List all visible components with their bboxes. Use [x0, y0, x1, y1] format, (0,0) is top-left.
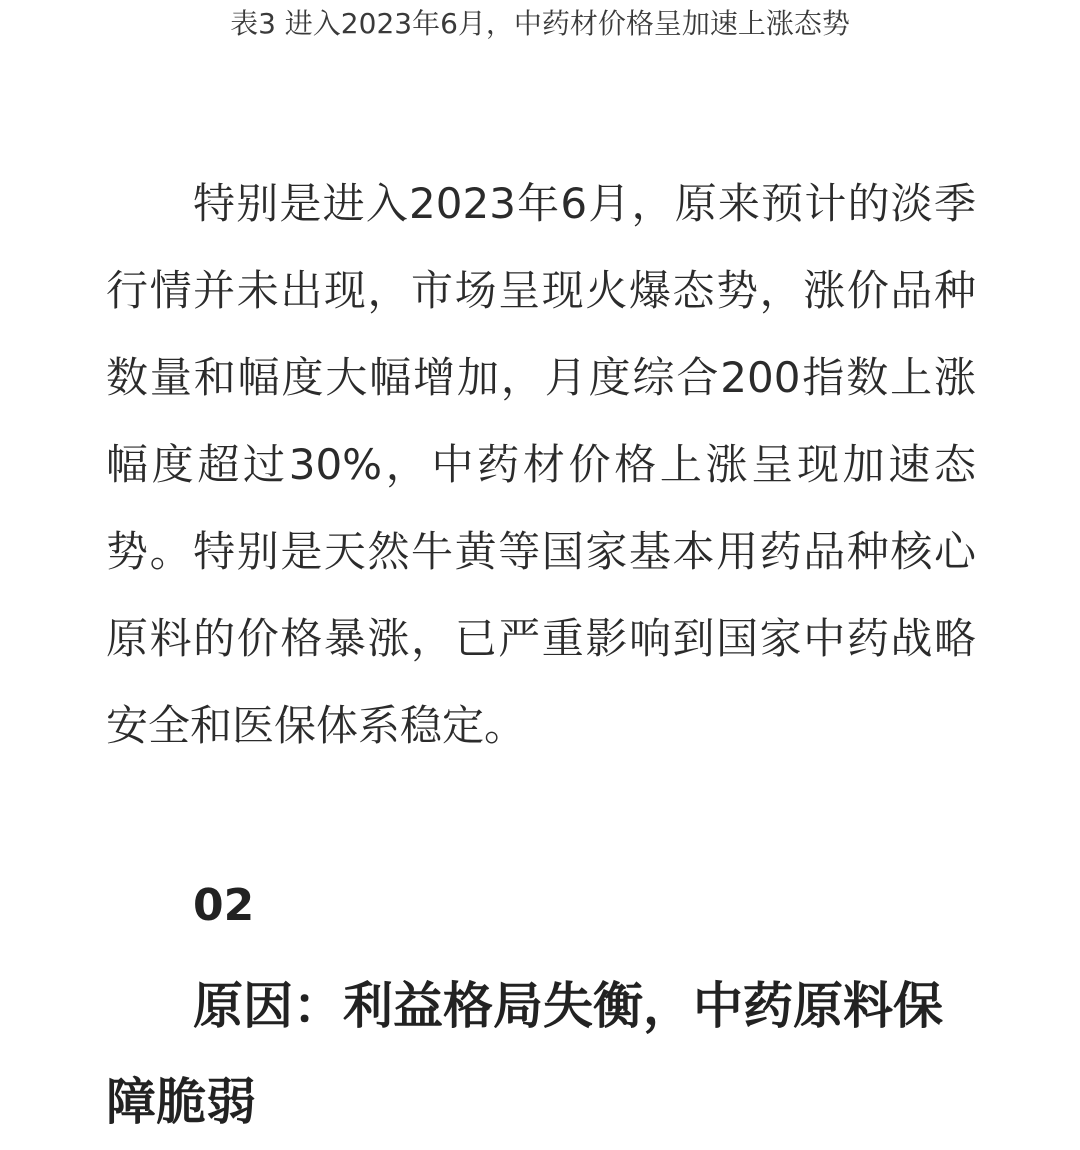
- body-paragraph: 特别是进入2023年6月，原来预计的淡季行情并未出现，市场呈现火爆态势，涨价品种数量和幅度大幅增加，月度综合200指数上涨幅度超过30%，中药材价格上涨呈现加速态势。特别是天然牛黄等国家基本用药品种核心原料的价格暴涨，已严重影响到国家中药战略安全和医保体系稳定。: [106, 179, 976, 750]
- table-caption: 表3 进入2023年6月，中药材价格呈加速上涨态势: [230, 7, 850, 40]
- section-heading: 原因：利益格局失衡，中药原料保障脆弱: [106, 977, 943, 1131]
- section-number: 02: [193, 880, 255, 931]
